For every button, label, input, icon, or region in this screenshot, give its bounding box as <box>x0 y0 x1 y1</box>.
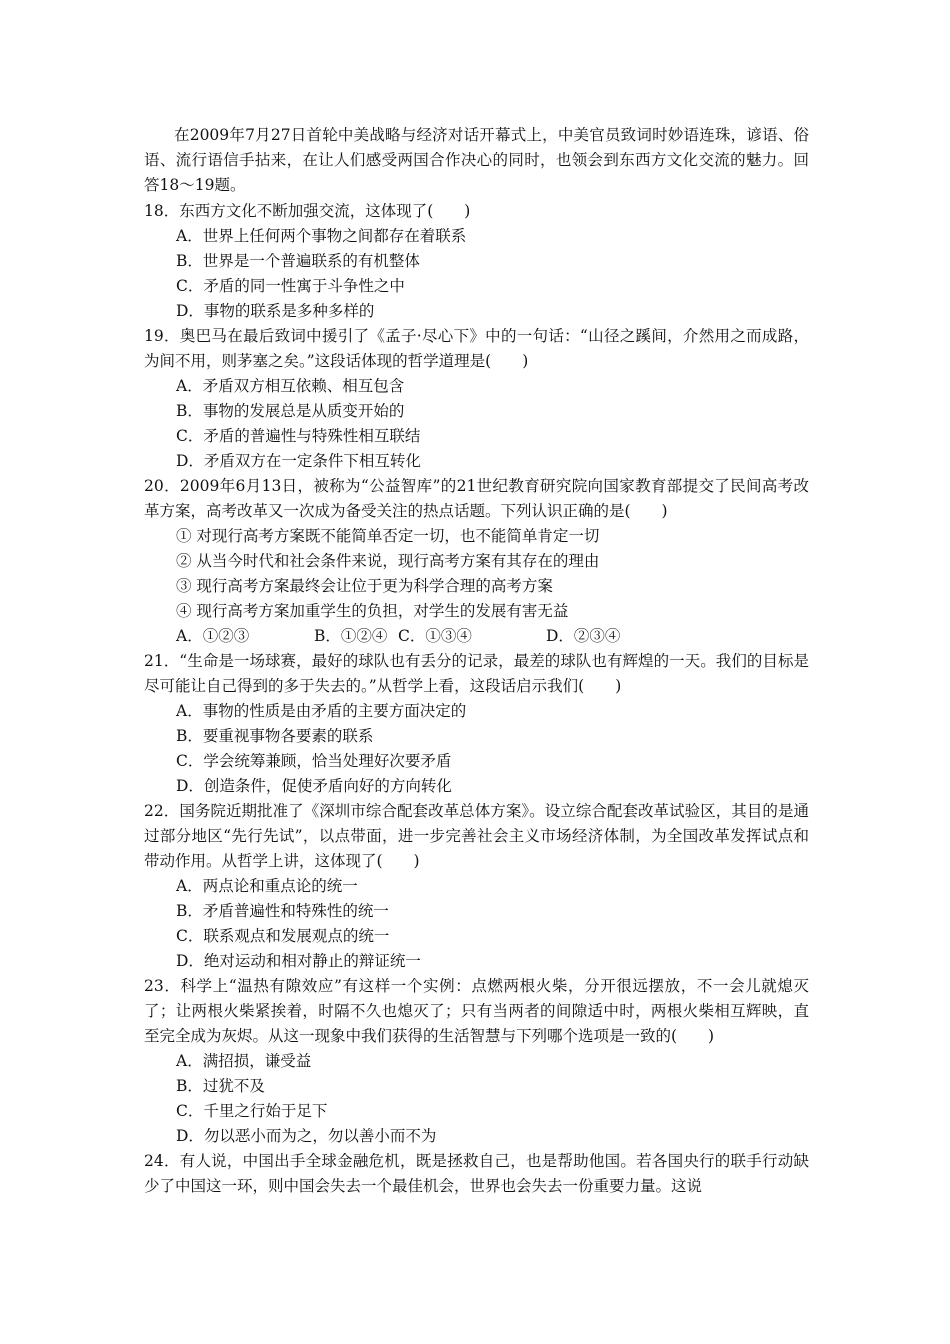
option-b: B．要重视事物各要素的联系 <box>176 727 374 745</box>
option-a: A．世界上任何两个事物之间都存在着联系 <box>176 227 467 245</box>
statement-3: ③ 现行高考方案最终会让位于更为科学合理的高考方案 <box>176 577 553 595</box>
option-b: B．事物的发展总是从质变开始的 <box>176 402 405 420</box>
question-stem: 21．“生命是一场球赛，最好的球队也有丢分的记录，最差的球队也有辉煌的一天。我们的目标是尽可能让自己得到的多于失去的。”从哲学上看，这段话启示我们( ) <box>144 652 809 695</box>
option-a: A．满招损，谦受益 <box>176 1052 312 1070</box>
option-a: A．①②③ <box>176 627 250 645</box>
option-a: A．事物的性质是由矛盾的主要方面决定的 <box>176 702 467 720</box>
option-c: C．联系观点和发展观点的统一 <box>176 927 390 945</box>
question-stem: 24．有人说，中国出手全球金融危机，既是拯救自己，也是帮助他国。若各国央行的联手行动缺少了中国这一环，则中国会失去一个最佳机会，世界也会失去一份重要力量。这说 <box>144 1152 809 1195</box>
intro-paragraph: 在2009年7月27日首轮中美战略与经济对话开幕式上，中美官员致词时妙语连珠，谚语、俗语、流行语信手拈来，在让人们感受两国合作决心的同时，也领会到东西方文化交流的魅力。回答18～19题。 <box>144 126 809 194</box>
question-stem: 23．科学上“温热有隙效应”有这样一个实例：点燃两根火柴，分开很远摆放，不一会儿就熄灭了；让两根火柴紧挨着，时隔不久也熄灭了；只有当两者的间隙适中时，两根火柴相互辉映，直至完全成为灰烬。从这一现象中我们获得的生活智慧与下列哪个选项是一致的( ) <box>144 977 809 1045</box>
option-c: C．①③④ <box>398 627 472 645</box>
inline-options <box>144 624 809 649</box>
question-19 <box>144 324 809 474</box>
question-21 <box>144 649 809 799</box>
statement-4: ④ 现行高考方案加重学生的负担，对学生的发展有害无益 <box>176 602 569 620</box>
option-c: C．矛盾的同一性寓于斗争性之中 <box>176 277 405 295</box>
option-b: B．矛盾普遍性和特殊性的统一 <box>176 902 389 920</box>
question-20 <box>144 474 809 649</box>
question-stem: 20．2009年6月13日，被称为“公益智库”的21世纪教育研究院向国家教育部提交了民间高考改革方案，高考改革又一次成为备受关注的热点话题。下列认识正确的是( ) <box>144 477 809 520</box>
exam-page <box>144 123 809 1199</box>
option-a: A．两点论和重点论的统一 <box>176 877 358 895</box>
statement-1: ① 对现行高考方案既不能简单否定一切，也不能简单肯定一切 <box>176 527 600 545</box>
option-a: A．矛盾双方相互依赖、相互包含 <box>176 377 405 395</box>
option-d: D．勿以恶小而为之，勿以善小而不为 <box>176 1127 437 1145</box>
option-d: D．事物的联系是多种多样的 <box>176 302 375 320</box>
statement-2: ② 从当今时代和社会条件来说，现行高考方案有其存在的理由 <box>176 552 600 570</box>
option-d: D．②③④ <box>546 627 621 645</box>
option-d: D．矛盾双方在一定条件下相互转化 <box>176 452 421 470</box>
option-c: C．矛盾的普遍性与特殊性相互联结 <box>176 427 421 445</box>
option-b: B．世界是一个普遍联系的有机整体 <box>176 252 420 270</box>
question-22 <box>144 799 809 974</box>
option-b: B．过犹不及 <box>176 1077 265 1095</box>
option-b: B．①②④ <box>314 627 388 645</box>
question-stem: 22．国务院近期批准了《深圳市综合配套改革总体方案》。设立综合配套改革试验区，其目的是通过部分地区“先行先试”，以点带面，进一步完善社会主义市场经济体制，为全国改革发挥试点和带动作用。从哲学上讲，这体现了( ) <box>144 802 809 870</box>
question-stem: 19．奥巴马在最后致词中援引了《孟子·尽心下》中的一句话：“山径之蹊间，介然用之而成路，为间不用，则茅塞之矣。”这段话体现的哲学道理是( ) <box>144 327 809 370</box>
question-18 <box>144 199 809 324</box>
option-c: C．学会统筹兼顾，恰当处理好次要矛盾 <box>176 752 452 770</box>
option-c: C．千里之行始于足下 <box>176 1102 328 1120</box>
question-23 <box>144 974 809 1149</box>
question-stem: 18．东西方文化不断加强交流，这体现了( ) <box>144 202 471 220</box>
option-d: D．绝对运动和相对静止的辩证统一 <box>176 952 421 970</box>
question-24 <box>144 1149 809 1199</box>
option-d: D．创造条件，促使矛盾向好的方向转化 <box>176 777 452 795</box>
